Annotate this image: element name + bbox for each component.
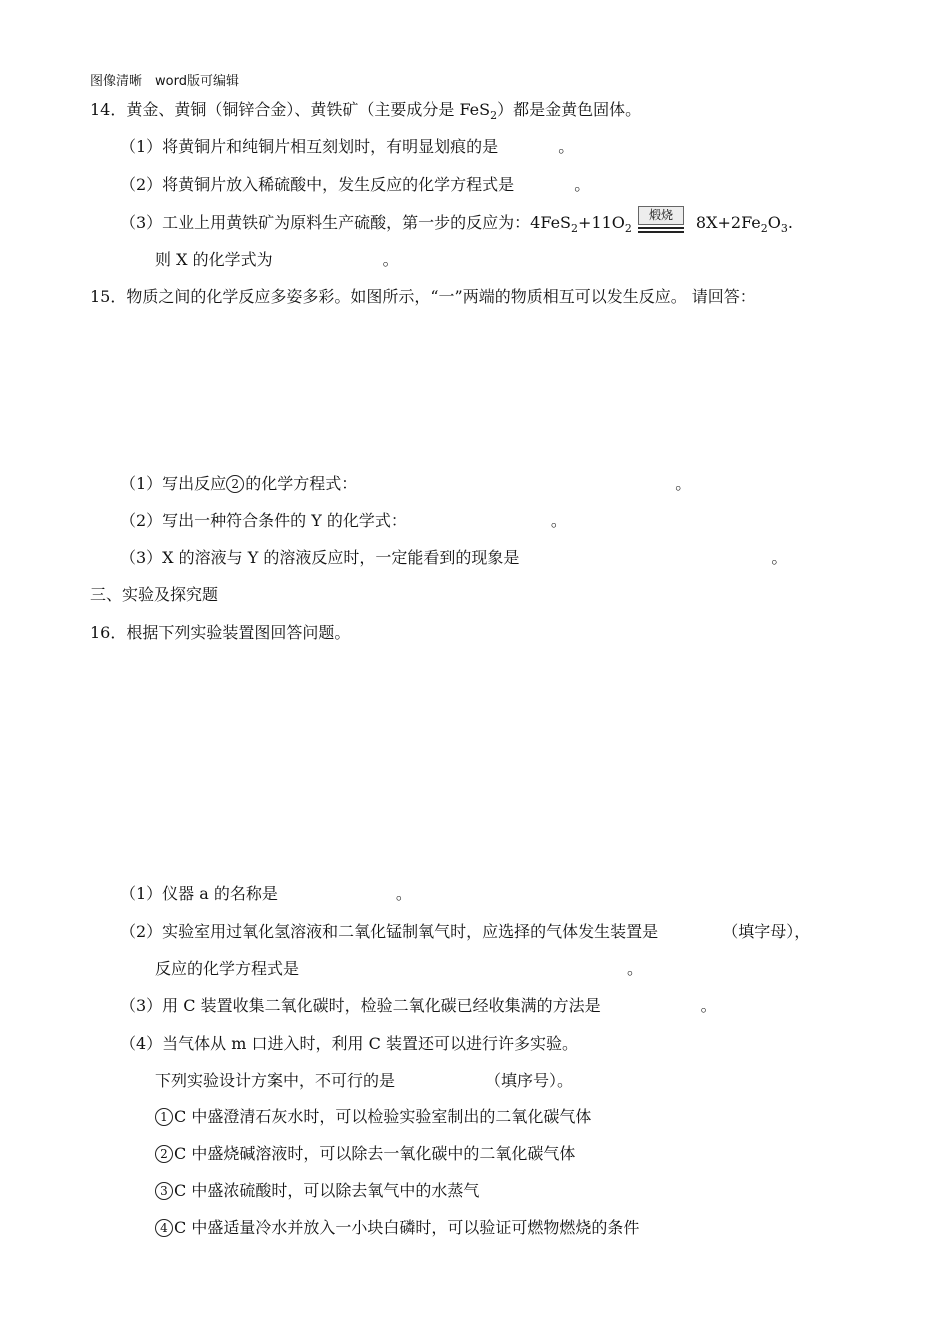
reaction-condition	[638, 206, 684, 233]
page-header: 图像清晰 word版可编辑	[90, 74, 239, 89]
q15-part1-text: （1）写出反应	[120, 474, 227, 493]
q15-part1-text2: 的化学方程式：	[245, 474, 358, 493]
q14-stem	[90, 100, 641, 126]
q14-part3-product-o: O	[767, 213, 781, 232]
subscript: 2	[571, 222, 579, 235]
q16-part3-end: 。	[700, 996, 717, 1015]
q15-stem: 15．物质之间的化学反应多姿多彩。如图所示，“一”两端的物质相互可以发生反应。 请回答：	[90, 287, 756, 306]
q14-stem-text: 14．黄金、黄铜（铜锌合金）、黄铁矿（主要成分是 FeS	[90, 100, 491, 119]
q14-part1-end: 。	[558, 137, 575, 156]
equals-line-bottom	[638, 231, 684, 233]
q14-part3-end: .	[787, 213, 793, 232]
q14-part2-text: （2）将黄铜片放入稀硫酸中，发生反应的化学方程式是	[120, 175, 515, 194]
q14-part1	[120, 137, 574, 157]
q16-part2	[120, 922, 810, 942]
subscript: 2	[760, 222, 768, 235]
q16-part2-line2	[155, 959, 643, 979]
q14-part3-formula: +11O	[578, 213, 625, 232]
q16-part3	[120, 996, 717, 1016]
q15-part1	[120, 474, 691, 494]
circled-number: 2	[155, 1145, 173, 1163]
q14-part2	[120, 175, 590, 195]
option-text: C 中盛澄清石灰水时，可以检验实验室制出的二氧化碳气体	[174, 1107, 592, 1126]
circled-number: 1	[155, 1108, 173, 1126]
equals-line-top	[638, 227, 684, 229]
q16-stem: 16．根据下列实验装置图回答问题。	[90, 623, 351, 642]
circled-number: 4	[155, 1219, 173, 1237]
circled-number: 2	[226, 475, 244, 493]
option-text: C 中盛烧碱溶液时，可以除去一氧化碳中的二氧化碳气体	[174, 1144, 576, 1163]
q14-part3-product: 8X+2Fe	[695, 213, 761, 232]
q16-part4-line2-text: 下列实验设计方案中，不可行的是	[155, 1071, 396, 1090]
subscript: 3	[780, 222, 788, 235]
q15-part3-text: （3）X 的溶液与 Y 的溶液反应时，一定能看到的现象是	[120, 548, 520, 567]
q16-part3-text: （3）用 C 装置收集二氧化碳时，检验二氧化碳已经收集满的方法是	[120, 996, 601, 1015]
option-item	[155, 1107, 591, 1127]
option-item	[155, 1218, 639, 1238]
condition-label: 煅烧	[638, 206, 684, 225]
q15-part2-end: 。	[550, 511, 567, 530]
circled-number: 3	[155, 1182, 173, 1200]
q14-part3-line2-text: 则 X 的化学式为	[155, 250, 273, 269]
q16-part4: （4）当气体从 m 口进入时，利用 C 装置还可以进行许多实验。	[120, 1034, 578, 1053]
q16-part1-end: 。	[395, 884, 412, 903]
q16-part2-line2-end: 。	[627, 959, 644, 978]
q14-part2-end: 。	[574, 175, 591, 194]
q14-stem-text-end: ）都是金黄色固体。	[497, 100, 642, 119]
option-item	[155, 1181, 479, 1201]
q16-part4-line2-end: （填序号）。	[485, 1071, 574, 1090]
q14-part3-line2-end: 。	[382, 250, 399, 269]
q16-figure-area	[90, 655, 790, 870]
section-heading: 三、实验及探究题	[90, 585, 219, 604]
q15-part2-text: （2）写出一种符合条件的 Y 的化学式：	[120, 511, 407, 530]
option-item	[155, 1144, 575, 1164]
q15-part1-end: 。	[675, 474, 692, 493]
q15-part2	[120, 511, 567, 531]
q14-part3-line2	[155, 250, 399, 270]
option-text: C 中盛适量冷水并放入一小块白磷时，可以验证可燃物燃烧的条件	[174, 1218, 640, 1237]
q14-part1-text: （1）将黄铜片和纯铜片相互刻划时，有明显划痕的是	[120, 137, 499, 156]
q15-part3-end: 。	[771, 548, 788, 567]
q14-stem-subscript: 2	[490, 109, 498, 122]
q16-part1-text: （1）仪器 a 的名称是	[120, 884, 278, 903]
q15-part3	[120, 548, 787, 568]
subscript: 2	[624, 222, 632, 235]
q16-part1	[120, 884, 412, 904]
q14-part3	[120, 213, 793, 239]
q15-figure-area	[90, 320, 790, 460]
q16-part2-text: （2）实验室用过氧化氢溶液和二氧化锰制氧气时，应选择的气体发生装置是	[120, 922, 659, 941]
q16-part2-text2: （填字母），	[722, 922, 811, 941]
q16-part4-line2	[155, 1071, 573, 1091]
option-text: C 中盛浓硫酸时，可以除去氧气中的水蒸气	[174, 1181, 480, 1200]
q16-part2-line2-text: 反应的化学方程式是	[155, 959, 300, 978]
q14-part3-text: （3）工业上用黄铁矿为原料生产硫酸，第一步的反应为：4FeS	[120, 213, 572, 232]
